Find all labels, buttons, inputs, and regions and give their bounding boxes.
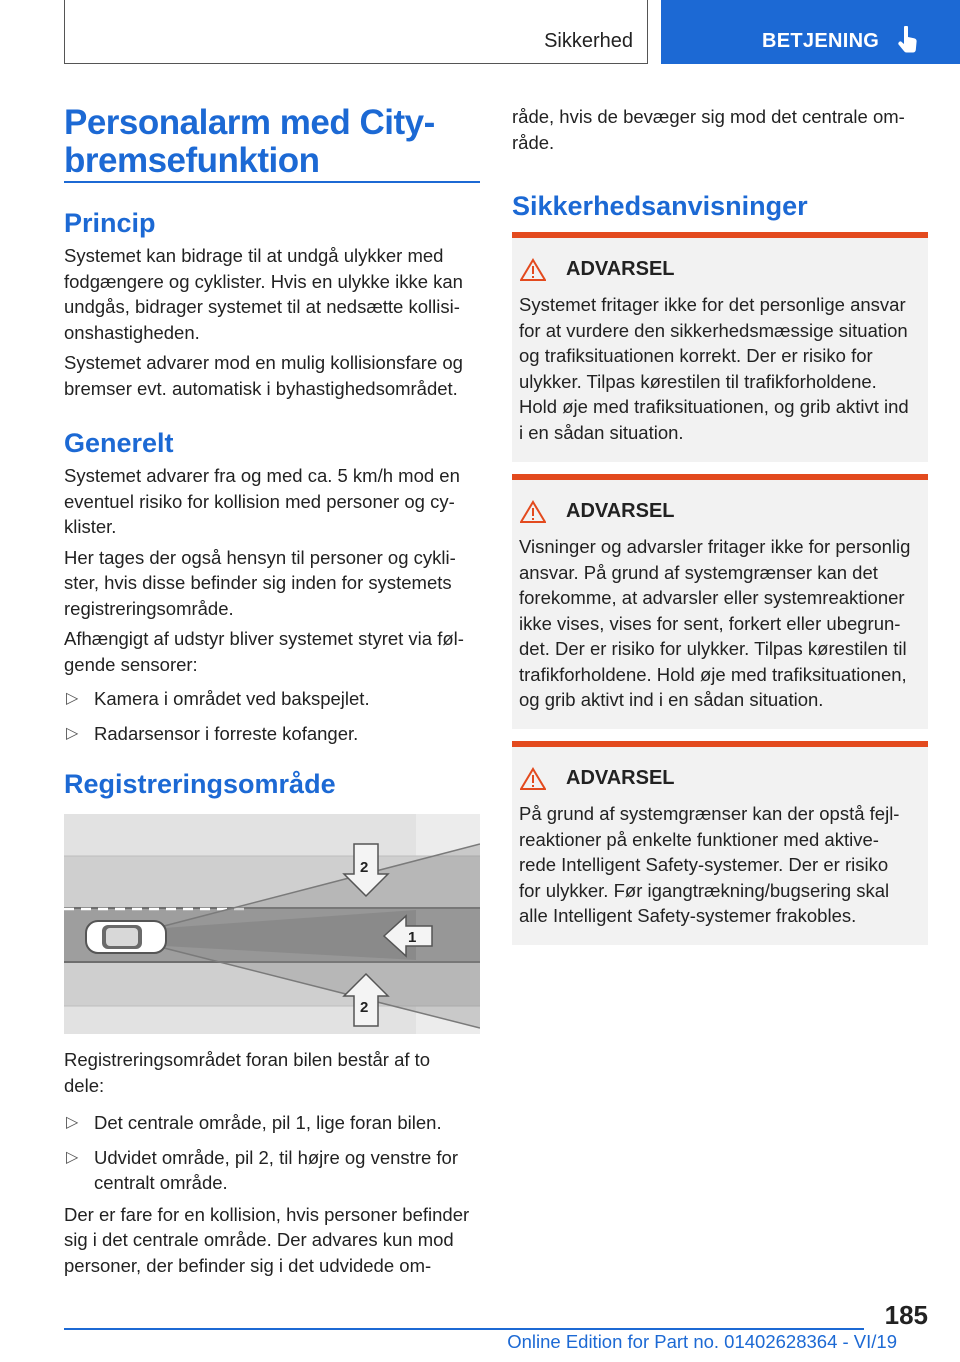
heading-registreringsomraade: Registreringsområde bbox=[64, 769, 336, 799]
detection-area-figure bbox=[64, 814, 480, 1034]
arrow-2-bottom-label: 2 bbox=[360, 999, 369, 1016]
heading-sikkerhedsanvisninger: Sikkerhedsanvisninger bbox=[512, 191, 808, 221]
paragraph: Systemet advarer mod en mulig kollisionsfare og bremser evt. automatisk i byhastighedsområdet. bbox=[64, 352, 463, 399]
header-chapter-tab bbox=[661, 0, 960, 64]
arrow-2-top-label: 2 bbox=[360, 859, 369, 876]
bullet-triangle-icon: ▷ bbox=[66, 1114, 79, 1131]
paragraph: Registreringsområdet foran bilen består af to dele: bbox=[64, 1049, 431, 1096]
page-number: 185 bbox=[884, 1300, 928, 1330]
right-column-continuation bbox=[512, 104, 928, 155]
warning-box bbox=[512, 474, 928, 729]
arrow-1-label: 1 bbox=[408, 929, 417, 946]
warning-box bbox=[512, 741, 928, 945]
warning-title: ADVARSEL bbox=[566, 258, 675, 280]
paragraph: Systemet advarer fra og med ca. 5 km/h mod en eventuel risiko for kollision med personer og cy- klister. bbox=[64, 465, 460, 537]
page-title: Personalarm med City- bremsefunktion bbox=[64, 103, 435, 180]
princip-text bbox=[64, 243, 480, 401]
warning-title: ADVARSEL bbox=[566, 767, 675, 789]
warning-triangle-icon bbox=[520, 767, 546, 791]
heading-generelt: Generelt bbox=[64, 428, 174, 458]
header-chapter-label: BETJENING bbox=[762, 30, 880, 52]
list-item: ▷ Det centrale område, pil 1, lige foran bilen. bbox=[64, 1110, 480, 1136]
list-item: ▷ Radarsensor i forreste kofanger. bbox=[64, 721, 480, 747]
list-item: ▷ Kamera i området ved bakspejlet. bbox=[64, 686, 480, 712]
generelt-text bbox=[64, 463, 480, 746]
warning-triangle-icon bbox=[520, 258, 546, 282]
paragraph: Afhængigt af udstyr bliver systemet styret via føl- gende sensorer: bbox=[64, 628, 464, 675]
paragraph: Her tages der også hensyn til personer og cykli- ster, hvis disse befinder sig inden for systemets registreringsområde. bbox=[64, 546, 456, 619]
warning-header bbox=[520, 767, 675, 793]
left-column bbox=[64, 104, 480, 180]
paragraph: råde, hvis de bevæger sig mod det centrale om- råde. bbox=[512, 106, 905, 153]
warning-box bbox=[512, 232, 928, 462]
title-rule bbox=[64, 181, 480, 183]
warning-text: Systemet fritager ikke for det personlige ansvar for at vurdere den sikkerhedsmæssige situation og trafiksituationen korrekt. Der er risiko for ulykker. Tilpas kørestilen til trafikforholdene. Hold øje med trafiksituationen, og grib aktivt ind i en sådan situation. bbox=[519, 294, 909, 443]
registrering-text bbox=[64, 1047, 480, 1278]
warning-text: På grund af systemgrænser kan der opstå fejl- reaktioner på enkelte funktioner med aktive- rede Intelligent Safety-systemer. Der er risiko for ulykker. Før igangtrækning/bugsering skal alle Intelligent Safety-systemer frakobles. bbox=[519, 803, 900, 926]
warning-bar bbox=[512, 232, 928, 238]
warning-header bbox=[520, 258, 675, 284]
warning-title: ADVARSEL bbox=[566, 500, 675, 522]
car-icon bbox=[86, 921, 166, 953]
paragraph: Der er fare for en kollision, hvis personer befinder sig i det centrale område. Der advares kun mod personer, der befinder sig i det udvidede om- bbox=[64, 1203, 470, 1276]
warning-bar bbox=[512, 741, 928, 747]
warning-triangle-icon bbox=[520, 500, 546, 524]
warning-bar bbox=[512, 474, 928, 480]
header-section-box bbox=[64, 0, 648, 64]
footer-edition: Online Edition for Part no. 01402628364 - VI/19 bbox=[507, 1331, 897, 1352]
footer-rule bbox=[64, 1328, 864, 1330]
list-item: ▷ Udvidet område, pil 2, til højre og venstre for centralt område. bbox=[66, 1146, 458, 1193]
bullet-triangle-icon: ▷ bbox=[66, 690, 79, 707]
warning-text: Visninger og advarsler fritager ikke for personlig ansvar. På grund af systemgrænser kan det forekomme, at advarsler eller systemreaktioner ikke vises, vises for sent, forkert eller ubegrun- det. Der er risiko for ulykker. Tilpas kørestilen til trafikforholdene. Hold øje med trafiksituationen, og grib aktivt ind i en sådan situation. bbox=[519, 536, 911, 710]
bullet-triangle-icon: ▷ bbox=[66, 724, 79, 742]
bullet-triangle-icon: ▷ bbox=[66, 1148, 79, 1166]
paragraph: Systemet kan bidrage til at undgå ulykker med fodgængere og cyklister. Hvis en ulykke ikke kan undgås, bidrager systemet til at nedsætte kollisi- onshastigheden. bbox=[64, 245, 463, 343]
heading-princip: Princip bbox=[64, 208, 156, 238]
warning-header bbox=[520, 500, 675, 526]
header-section-title: Sikkerhed bbox=[544, 30, 633, 52]
pointing-hand-icon bbox=[897, 26, 919, 54]
